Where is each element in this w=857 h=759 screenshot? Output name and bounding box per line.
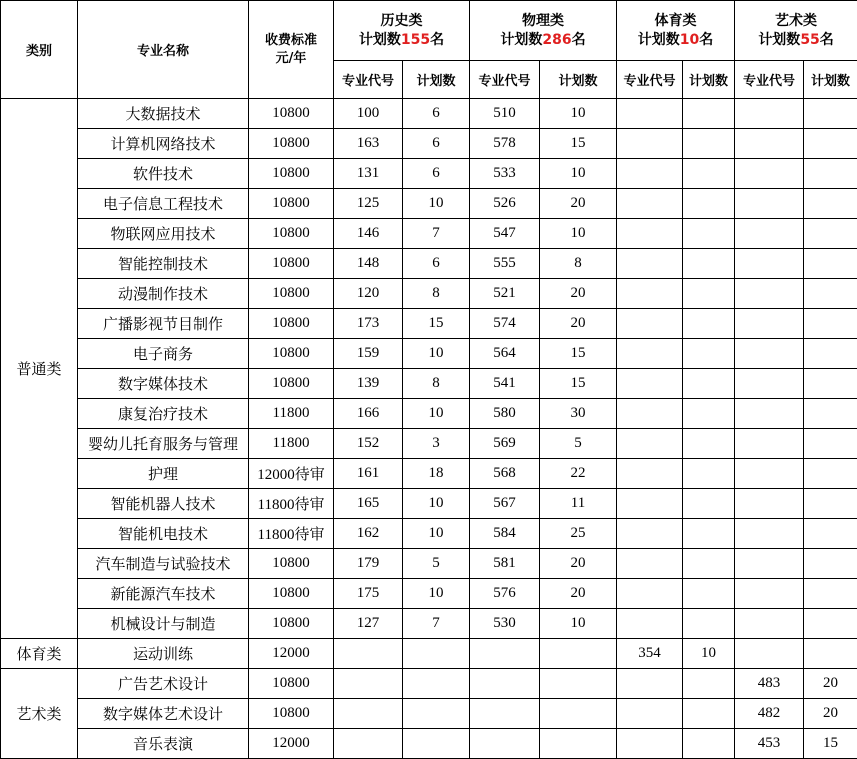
table-row — [1, 399, 857, 429]
fee-cell: 10800 — [249, 219, 334, 249]
physics-code-cell: 510 — [470, 99, 540, 129]
header-sports-plan: 计划数 — [683, 61, 735, 99]
header-fee-label: 收费标准元/年 — [264, 32, 317, 66]
history-code-cell: 125 — [334, 189, 403, 219]
history-plan-cell: 7 — [403, 609, 470, 639]
physics-plan-cell: 25 — [540, 519, 617, 549]
art-plan-cell — [804, 159, 857, 189]
group-art-label: 艺术类 — [775, 12, 818, 29]
physics-plan-cell: 15 — [540, 339, 617, 369]
group-sports-label: 体育类 — [654, 12, 697, 29]
table-row — [1, 219, 857, 249]
physics-plan-cell: 15 — [540, 369, 617, 399]
header-physics-plan: 计划数 — [540, 61, 617, 99]
sports-plan-cell — [683, 429, 735, 459]
history-code-cell: 152 — [334, 429, 403, 459]
art-plan-cell — [804, 489, 857, 519]
major-name-cell: 康复治疗技术 — [78, 399, 249, 429]
art-plan-cell: 15 — [804, 729, 857, 759]
art-code-cell — [735, 399, 804, 429]
major-name-cell: 大数据技术 — [78, 99, 249, 129]
table-row — [1, 729, 857, 759]
history-code-cell: 173 — [334, 309, 403, 339]
sports-plan-cell — [683, 159, 735, 189]
sports-plan-cell — [683, 219, 735, 249]
header-row-1 — [1, 1, 857, 61]
history-plan-cell: 6 — [403, 99, 470, 129]
table-row — [1, 159, 857, 189]
art-plan-cell — [804, 549, 857, 579]
physics-code-cell: 578 — [470, 129, 540, 159]
header-group-history — [334, 1, 470, 61]
art-plan-cell — [804, 339, 857, 369]
fee-cell: 10800 — [249, 279, 334, 309]
sports-code-cell — [617, 309, 683, 339]
major-name-cell: 婴幼儿托育服务与管理 — [78, 429, 249, 459]
major-name-cell: 护理 — [78, 459, 249, 489]
art-plan-cell — [804, 519, 857, 549]
physics-code-cell — [470, 699, 540, 729]
physics-code-cell: 567 — [470, 489, 540, 519]
header-physics-code: 专业代号 — [470, 61, 540, 99]
header-history-plan: 计划数 — [403, 61, 470, 99]
sports-plan-cell — [683, 609, 735, 639]
major-name-cell: 广告艺术设计 — [78, 669, 249, 699]
history-code-cell: 159 — [334, 339, 403, 369]
history-plan-cell: 15 — [403, 309, 470, 339]
history-plan-cell — [403, 729, 470, 759]
fee-cell: 10800 — [249, 159, 334, 189]
fee-cell: 10800 — [249, 99, 334, 129]
history-plan-cell — [403, 699, 470, 729]
fee-cell: 10800 — [249, 369, 334, 399]
art-plan-cell — [804, 249, 857, 279]
fee-cell: 12000 — [249, 639, 334, 669]
sports-code-cell — [617, 279, 683, 309]
sports-code-cell — [617, 729, 683, 759]
physics-plan-cell — [540, 729, 617, 759]
major-name-cell: 运动训练 — [78, 639, 249, 669]
sports-plan-cell — [683, 579, 735, 609]
sports-plan-cell — [683, 249, 735, 279]
art-code-cell — [735, 369, 804, 399]
sports-plan-cell — [683, 459, 735, 489]
art-code-cell: 453 — [735, 729, 804, 759]
history-code-cell — [334, 669, 403, 699]
physics-code-cell: 569 — [470, 429, 540, 459]
physics-plan-cell: 15 — [540, 129, 617, 159]
history-code-cell — [334, 729, 403, 759]
art-code-cell — [735, 609, 804, 639]
sports-plan-cell — [683, 309, 735, 339]
major-name-cell: 智能控制技术 — [78, 249, 249, 279]
sports-code-cell — [617, 579, 683, 609]
category-cell: 普通类 — [1, 99, 78, 639]
history-code-cell — [334, 639, 403, 669]
sports-code-cell — [617, 249, 683, 279]
group-physics-label: 物理类 — [522, 12, 565, 29]
group-history-label: 历史类 — [380, 12, 423, 29]
physics-code-cell: 541 — [470, 369, 540, 399]
sports-code-cell — [617, 669, 683, 699]
sports-plan-cell — [683, 549, 735, 579]
physics-plan-cell: 10 — [540, 99, 617, 129]
history-code-cell — [334, 699, 403, 729]
header-art-plan: 计划数 — [804, 61, 857, 99]
physics-code-cell: 533 — [470, 159, 540, 189]
sports-code-cell — [617, 699, 683, 729]
sports-code-cell — [617, 489, 683, 519]
table-row — [1, 339, 857, 369]
history-code-cell: 131 — [334, 159, 403, 189]
physics-code-cell: 530 — [470, 609, 540, 639]
sports-plan-cell — [683, 669, 735, 699]
art-code-cell — [735, 249, 804, 279]
table-row — [1, 189, 857, 219]
fee-cell: 10800 — [249, 249, 334, 279]
sports-plan-cell — [683, 369, 735, 399]
table-row — [1, 639, 857, 669]
history-plan-cell: 7 — [403, 219, 470, 249]
sports-code-cell — [617, 609, 683, 639]
physics-plan-cell: 10 — [540, 219, 617, 249]
major-name-cell: 计算机网络技术 — [78, 129, 249, 159]
sports-plan-cell — [683, 399, 735, 429]
header-history-code: 专业代号 — [334, 61, 403, 99]
sports-code-cell — [617, 219, 683, 249]
history-plan-cell: 10 — [403, 489, 470, 519]
history-code-cell: 139 — [334, 369, 403, 399]
history-plan-cell — [403, 669, 470, 699]
fee-cell: 10800 — [249, 189, 334, 219]
table-row — [1, 309, 857, 339]
art-plan-cell — [804, 189, 857, 219]
art-code-cell — [735, 279, 804, 309]
physics-code-cell: 555 — [470, 249, 540, 279]
physics-plan-cell: 10 — [540, 609, 617, 639]
art-plan-cell — [804, 309, 857, 339]
history-plan-cell: 10 — [403, 519, 470, 549]
history-plan-cell: 6 — [403, 129, 470, 159]
history-plan-cell: 10 — [403, 189, 470, 219]
physics-code-cell: 580 — [470, 399, 540, 429]
art-plan-cell — [804, 579, 857, 609]
art-plan-cell: 20 — [804, 669, 857, 699]
physics-code-cell: 574 — [470, 309, 540, 339]
art-plan-cell — [804, 369, 857, 399]
physics-code-cell: 521 — [470, 279, 540, 309]
history-plan-cell — [403, 639, 470, 669]
art-code-cell — [735, 579, 804, 609]
art-code-cell — [735, 219, 804, 249]
physics-plan-cell: 11 — [540, 489, 617, 519]
art-plan-cell — [804, 399, 857, 429]
physics-code-cell: 564 — [470, 339, 540, 369]
physics-plan-cell: 5 — [540, 429, 617, 459]
group-history-plan-count: 155 — [400, 31, 431, 48]
physics-plan-cell: 22 — [540, 459, 617, 489]
fee-cell: 11800 — [249, 399, 334, 429]
physics-plan-cell — [540, 699, 617, 729]
fee-cell: 12000待审 — [249, 459, 334, 489]
table-row — [1, 369, 857, 399]
physics-code-cell — [470, 639, 540, 669]
major-name-cell: 动漫制作技术 — [78, 279, 249, 309]
table-row — [1, 579, 857, 609]
art-plan-cell — [804, 99, 857, 129]
fee-cell: 10800 — [249, 339, 334, 369]
sports-code-cell — [617, 159, 683, 189]
history-code-cell: 146 — [334, 219, 403, 249]
table-row — [1, 249, 857, 279]
art-code-cell — [735, 339, 804, 369]
table-row — [1, 129, 857, 159]
sports-code-cell: 354 — [617, 639, 683, 669]
header-art-code: 专业代号 — [735, 61, 804, 99]
sports-plan-cell: 10 — [683, 639, 735, 669]
major-name-cell: 新能源汽车技术 — [78, 579, 249, 609]
history-code-cell: 163 — [334, 129, 403, 159]
major-name-cell: 电子商务 — [78, 339, 249, 369]
major-name-cell: 智能机电技术 — [78, 519, 249, 549]
sports-plan-cell — [683, 339, 735, 369]
category-cell: 艺术类 — [1, 669, 78, 759]
sports-plan-cell — [683, 699, 735, 729]
group-sports-plan: 计划数10名 — [637, 31, 714, 48]
art-plan-cell — [804, 129, 857, 159]
history-code-cell: 175 — [334, 579, 403, 609]
physics-plan-cell: 20 — [540, 309, 617, 339]
major-name-cell: 电子信息工程技术 — [78, 189, 249, 219]
art-code-cell — [735, 519, 804, 549]
fee-cell: 10800 — [249, 669, 334, 699]
art-code-cell: 483 — [735, 669, 804, 699]
history-plan-cell: 10 — [403, 339, 470, 369]
table-row — [1, 99, 857, 129]
group-art-plan-count: 55 — [800, 31, 820, 48]
fee-cell: 10800 — [249, 549, 334, 579]
art-code-cell — [735, 309, 804, 339]
sports-code-cell — [617, 549, 683, 579]
major-name-cell: 物联网应用技术 — [78, 219, 249, 249]
sports-plan-cell — [683, 279, 735, 309]
sports-plan-cell — [683, 489, 735, 519]
major-name-cell: 智能机器人技术 — [78, 489, 249, 519]
fee-cell: 10800 — [249, 309, 334, 339]
major-name-cell: 广播影视节目制作 — [78, 309, 249, 339]
header-major-name: 专业名称 — [78, 1, 249, 99]
fee-cell: 10800 — [249, 129, 334, 159]
table-row — [1, 429, 857, 459]
sports-code-cell — [617, 369, 683, 399]
fee-cell: 10800 — [249, 609, 334, 639]
art-plan-cell — [804, 639, 857, 669]
physics-code-cell — [470, 729, 540, 759]
art-code-cell: 482 — [735, 699, 804, 729]
art-code-cell — [735, 189, 804, 219]
major-name-cell: 机械设计与制造 — [78, 609, 249, 639]
fee-cell: 10800 — [249, 579, 334, 609]
physics-plan-cell: 20 — [540, 549, 617, 579]
history-code-cell: 100 — [334, 99, 403, 129]
art-code-cell — [735, 159, 804, 189]
physics-code-cell — [470, 669, 540, 699]
sports-code-cell — [617, 99, 683, 129]
history-code-cell: 166 — [334, 399, 403, 429]
major-name-cell: 数字媒体艺术设计 — [78, 699, 249, 729]
art-plan-cell: 20 — [804, 699, 857, 729]
physics-plan-cell: 20 — [540, 189, 617, 219]
header-sports-code: 专业代号 — [617, 61, 683, 99]
art-code-cell — [735, 129, 804, 159]
history-code-cell: 120 — [334, 279, 403, 309]
group-art-plan: 计划数55名 — [758, 31, 834, 48]
fee-cell: 10800 — [249, 699, 334, 729]
art-code-cell — [735, 99, 804, 129]
art-plan-cell — [804, 219, 857, 249]
sports-plan-cell — [683, 99, 735, 129]
sports-plan-cell — [683, 189, 735, 219]
table-row — [1, 459, 857, 489]
table-row — [1, 609, 857, 639]
history-code-cell: 162 — [334, 519, 403, 549]
history-plan-cell: 10 — [403, 579, 470, 609]
physics-code-cell: 584 — [470, 519, 540, 549]
art-code-cell — [735, 549, 804, 579]
art-code-cell — [735, 459, 804, 489]
art-code-cell — [735, 489, 804, 519]
header-group-physics — [470, 1, 617, 61]
table-row — [1, 669, 857, 699]
table-row — [1, 279, 857, 309]
physics-plan-cell: 30 — [540, 399, 617, 429]
history-plan-cell: 8 — [403, 369, 470, 399]
physics-plan-cell — [540, 669, 617, 699]
history-plan-cell: 6 — [403, 249, 470, 279]
sports-plan-cell — [683, 519, 735, 549]
sports-code-cell — [617, 339, 683, 369]
fee-cell: 11800待审 — [249, 489, 334, 519]
art-plan-cell — [804, 279, 857, 309]
history-plan-cell: 6 — [403, 159, 470, 189]
physics-plan-cell — [540, 639, 617, 669]
history-plan-cell: 10 — [403, 399, 470, 429]
header-group-art — [735, 1, 857, 61]
physics-plan-cell: 20 — [540, 279, 617, 309]
table-row — [1, 519, 857, 549]
table-row — [1, 699, 857, 729]
history-plan-cell: 5 — [403, 549, 470, 579]
history-code-cell: 161 — [334, 459, 403, 489]
physics-code-cell: 581 — [470, 549, 540, 579]
history-code-cell: 179 — [334, 549, 403, 579]
art-code-cell — [735, 639, 804, 669]
art-plan-cell — [804, 609, 857, 639]
art-plan-cell — [804, 459, 857, 489]
art-code-cell — [735, 429, 804, 459]
physics-code-cell: 576 — [470, 579, 540, 609]
header-fee — [249, 1, 334, 99]
fee-cell: 12000 — [249, 729, 334, 759]
history-code-cell: 148 — [334, 249, 403, 279]
sports-plan-cell — [683, 129, 735, 159]
group-history-plan: 计划数155名 — [358, 31, 445, 48]
major-name-cell: 软件技术 — [78, 159, 249, 189]
group-sports-plan-count: 10 — [679, 31, 700, 48]
table-row — [1, 489, 857, 519]
sports-plan-cell — [683, 729, 735, 759]
sports-code-cell — [617, 129, 683, 159]
group-physics-plan-count: 286 — [542, 31, 572, 48]
physics-plan-cell: 8 — [540, 249, 617, 279]
major-name-cell: 数字媒体技术 — [78, 369, 249, 399]
history-plan-cell: 3 — [403, 429, 470, 459]
major-name-cell: 音乐表演 — [78, 729, 249, 759]
art-plan-cell — [804, 429, 857, 459]
fee-cell: 11800待审 — [249, 519, 334, 549]
history-code-cell: 165 — [334, 489, 403, 519]
major-name-cell: 汽车制造与试验技术 — [78, 549, 249, 579]
category-cell: 体育类 — [1, 639, 78, 669]
header-group-sports — [617, 1, 735, 61]
physics-code-cell: 526 — [470, 189, 540, 219]
sports-code-cell — [617, 399, 683, 429]
history-code-cell: 127 — [334, 609, 403, 639]
history-plan-cell: 18 — [403, 459, 470, 489]
sports-code-cell — [617, 519, 683, 549]
history-plan-cell: 8 — [403, 279, 470, 309]
physics-plan-cell: 20 — [540, 579, 617, 609]
table-body — [1, 99, 857, 759]
physics-code-cell: 568 — [470, 459, 540, 489]
fee-cell: 11800 — [249, 429, 334, 459]
header-category: 类别 — [1, 1, 78, 99]
group-physics-plan: 计划数286名 — [500, 31, 586, 48]
sports-code-cell — [617, 189, 683, 219]
physics-plan-cell: 10 — [540, 159, 617, 189]
sports-code-cell — [617, 429, 683, 459]
sports-code-cell — [617, 459, 683, 489]
table-row — [1, 549, 857, 579]
physics-code-cell: 547 — [470, 219, 540, 249]
